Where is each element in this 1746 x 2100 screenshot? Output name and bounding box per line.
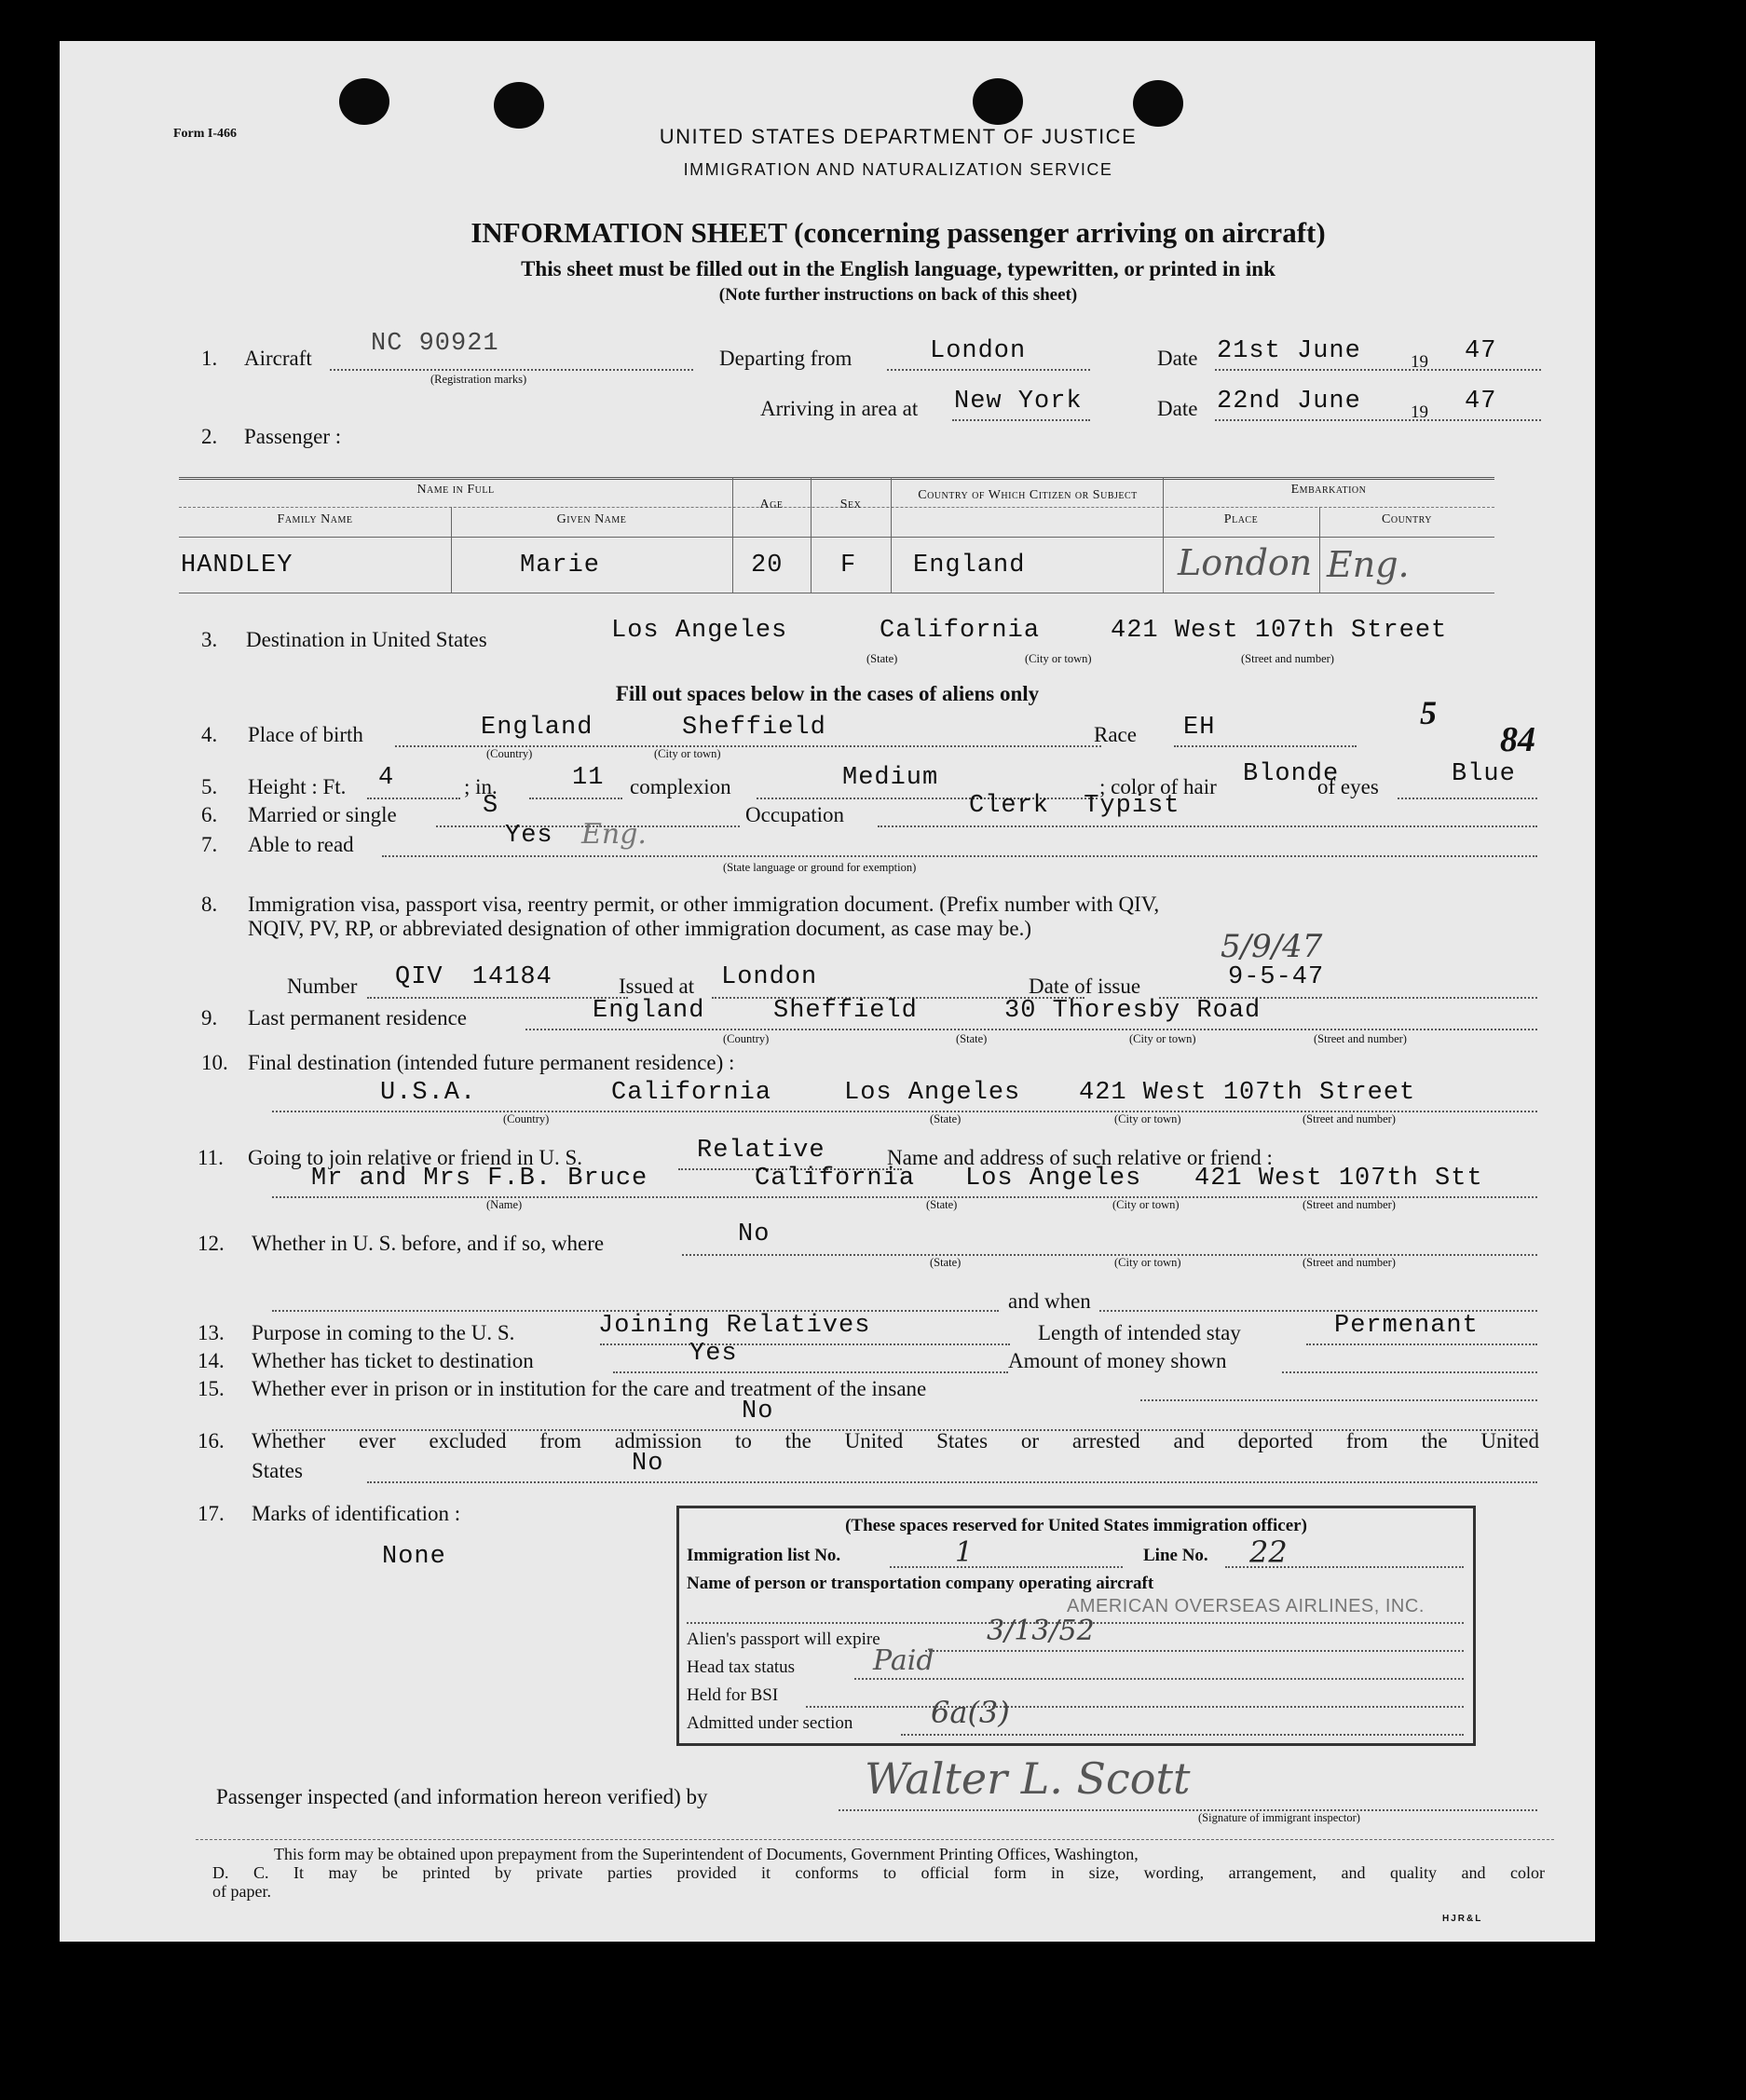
signature-caption: (Signature of immigrant inspector) [1198,1811,1360,1824]
given-name-cell[interactable]: Marie [520,552,601,580]
destination-label: Destination in United States [246,628,487,651]
item-number: 2. [201,425,218,448]
join-label: Going to join relative or friend in U. S. [248,1146,582,1169]
height-feet-field[interactable]: 4 [378,764,395,792]
final-state-field[interactable]: California [611,1079,772,1107]
departing-field[interactable]: London [930,337,1027,365]
street-caption: (Street and number) [1241,652,1334,665]
citizen-cell[interactable]: England [913,552,1026,580]
year-prefix: 19 [1411,352,1428,372]
residence-city-field[interactable]: 30 Thoresby Road [1004,997,1262,1025]
list-label: Immigration list No. [687,1546,841,1565]
aliens-heading: Fill out spaces below in the cases of aliens only [615,682,1040,705]
occupation-label: Occupation [745,803,845,826]
country-caption: (Country) [723,1032,770,1045]
prison-label: Whether ever in prison or in institution for the care and treatment of the insane [252,1377,927,1400]
name-caption: (Name) [486,1198,523,1211]
footer-line-2: D. C. It may be printed by private parties provided it conforms to official form in size, wording, arrangement, and quality and color [212,1863,1545,1882]
arrival-year-field[interactable]: 47 [1465,388,1497,416]
handwritten-code: 84 [1500,720,1535,759]
embarkation-country-cell[interactable]: Eng. [1327,544,1410,585]
given-name-header: Given Name [556,512,627,526]
aircraft-field[interactable]: NC 90921 [371,330,499,358]
punch-hole [494,82,544,129]
officer-box [676,1506,1476,1746]
passport-label: Alien's passport will expire [687,1630,880,1649]
company-label: Name of person or transportation company operating aircraft [687,1574,1154,1593]
inspector-signature[interactable]: Walter L. Scott [865,1753,1191,1804]
prison-field[interactable]: No [742,1398,774,1425]
page-title: INFORMATION SHEET (concerning passenger arriving on aircraft) [471,216,1326,249]
document-text-2: NQIV, PV, RP, or abbreviated designation of other immigration document, as case may be.) [248,917,1032,940]
punch-hole [973,78,1023,125]
city-caption: (City or town) [1114,1112,1181,1125]
date-label: Date [1157,347,1198,370]
destination-street-field[interactable]: 421 West 107th Street [1111,617,1448,645]
item-number: 17. [198,1502,225,1525]
item-number: 1. [201,347,218,370]
occupation-field[interactable]: Clerk Typist [969,792,1180,820]
city-caption: (City or town) [1129,1032,1196,1045]
passenger-label: Passenger : [244,425,342,448]
street-caption: (Street and number) [1314,1032,1407,1045]
stay-label: Length of intended stay [1038,1321,1241,1344]
item-number: 12. [198,1232,225,1255]
final-city-field[interactable]: Los Angeles [844,1079,1021,1107]
street-caption: (Street and number) [1303,1112,1396,1125]
handwritten-mark: 5 [1420,694,1437,731]
departure-year-field[interactable]: 47 [1465,337,1497,365]
city-caption: (City or town) [1112,1198,1180,1211]
page-subtitle: This sheet must be filled out in the English language, typewritten, or printed in ink [521,257,1275,280]
age-cell[interactable]: 20 [751,552,784,580]
department-title: UNITED STATES DEPARTMENT OF JUSTICE [659,125,1138,148]
relative-state-field[interactable]: California [755,1165,916,1193]
printer-code: HJR&L [1442,1914,1483,1924]
item-number: 10. [201,1051,228,1074]
identification-label: Marks of identification : [252,1502,461,1525]
birth-city-field[interactable]: Sheffield [682,714,826,742]
inches-label: ; in. [464,775,498,798]
officer-heading: (These spaces reserved for United States immigration officer) [845,1516,1307,1535]
city-caption: (City or town) [1025,652,1092,665]
form-number: Form I-466 [173,127,238,141]
issue-date-label: Date of issue [1029,975,1141,998]
city-caption: (City or town) [1114,1256,1181,1269]
state-caption: (State) [866,652,898,665]
before-label: Whether in U. S. before, and if so, where [252,1232,605,1255]
residence-country-field[interactable]: England [593,997,705,1025]
and-when-label: and when [1008,1289,1091,1313]
number-label: Number [287,975,358,998]
destination-city-field[interactable]: California [880,617,1041,645]
item-number: 5. [201,775,218,798]
state-caption: (State) [930,1112,962,1125]
final-country-field[interactable]: U.S.A. [380,1079,477,1107]
relative-label: Name and address of such relative or friend : [887,1146,1273,1169]
service-title: IMMIGRATION AND NATURALIZATION SERVICE [683,160,1113,179]
name-in-full-header: Name in Full [416,483,495,497]
read-caption: (State language or ground for exemption) [723,861,917,874]
final-street-field[interactable]: 421 West 107th Street [1079,1079,1416,1107]
complexion-label: complexion [630,775,731,798]
height-label: Height : Ft. [248,775,347,798]
ticket-field[interactable]: Yes [689,1340,738,1368]
sex-cell[interactable]: F [840,552,857,580]
street-caption: (Street and number) [1303,1198,1396,1211]
relative-city-field[interactable]: Los Angeles [965,1165,1142,1193]
race-field[interactable]: EH [1183,714,1216,742]
passport-field[interactable]: 3/13/52 [987,1615,1095,1647]
family-name-cell[interactable]: HANDLEY [181,552,293,580]
item-number: 13. [198,1321,225,1344]
item-number: 11. [198,1146,224,1169]
excluded-label: Whether ever excluded from admission to the United States or arrested and deported from the United [252,1429,1539,1452]
item-number: 6. [201,803,218,826]
bsi-label: Held for BSI [687,1685,779,1705]
issue-date-field[interactable]: 9-5-47 [1228,963,1325,991]
item-number: 9. [201,1006,218,1030]
country-header: Country [1382,512,1432,526]
age-header: Age [759,498,784,511]
punch-hole [339,78,389,125]
item-number: 15. [198,1377,225,1400]
item-number: 14. [198,1349,225,1372]
list-field[interactable]: 1 [955,1536,974,1569]
destination-state-field[interactable]: Los Angeles [611,617,788,645]
married-label: Married or single [248,803,397,826]
eyes-label: of eyes [1317,775,1379,798]
sex-header: Sex [839,498,862,511]
section-label: Admitted under section [687,1713,853,1733]
issued-label: Issued at [619,975,695,998]
section-field[interactable]: 6a(3) [931,1695,1010,1730]
place-header: Place [1223,512,1259,526]
hair-field[interactable]: Blonde [1243,760,1340,788]
embarkation-header: Embarkation [1290,483,1367,497]
citizenship-header: Country of Which Citizen or Subject [918,488,1138,502]
issued-field[interactable]: London [721,963,818,991]
line-label: Line No. [1143,1546,1208,1565]
embarkation-place-cell[interactable]: London [1178,542,1313,583]
item-number: 3. [201,628,218,651]
stay-field[interactable]: Permenant [1334,1312,1479,1340]
form-sheet [60,41,1595,1942]
birth-label: Place of birth [248,723,363,746]
tax-label: Head tax status [687,1657,796,1677]
complexion-field[interactable]: Medium [842,764,939,792]
residence-state-field[interactable]: Sheffield [773,997,918,1025]
city-caption: (City or town) [654,747,721,760]
inspected-label: Passenger inspected (and information hereon verified) by [216,1785,708,1808]
birth-country-field[interactable]: England [481,714,593,742]
relative-street-field[interactable]: 421 West 107th Stt [1194,1165,1483,1193]
departing-label: Departing from [719,347,853,370]
eyes-field[interactable]: Blue [1452,760,1516,788]
street-caption: (Street and number) [1303,1256,1396,1269]
arriving-field[interactable]: New York [954,388,1083,416]
before-field[interactable]: No [738,1220,771,1248]
final-destination-label: Final destination (intended future permanent residence) : [248,1051,735,1074]
join-field[interactable]: Relative [697,1137,825,1165]
height-inches-field[interactable]: 11 [572,764,605,792]
departure-date-field[interactable]: 21st June [1217,337,1361,365]
item-number: 16. [198,1429,225,1452]
issue-date-handwritten: 5/9/47 [1221,928,1323,965]
punch-hole [1133,80,1183,127]
state-caption: (State) [930,1256,962,1269]
item-number: 8. [201,893,218,916]
document-text-1: Immigration visa, passport visa, reentry permit, or other immigration document. (Prefix number with QIV, [248,893,1160,916]
read-handwritten: Eng. [581,818,647,851]
company-stamp[interactable]: AMERICAN OVERSEAS AIRLINES, INC. [1067,1596,1425,1616]
purpose-label: Purpose in coming to the U. S. [252,1321,515,1344]
arriving-label: Arriving in area at [760,397,919,420]
tax-field[interactable]: Paid [873,1644,934,1677]
hair-label: ; color of hair [1099,775,1217,798]
registration-caption: (Registration marks) [430,373,527,386]
state-caption: (State) [956,1032,988,1045]
country-caption: (Country) [503,1112,550,1125]
item-number: 4. [201,723,218,746]
residence-label: Last permanent residence [248,1006,467,1030]
read-field[interactable]: Yes [505,822,553,850]
arrival-date-field[interactable]: 22nd June [1217,388,1361,416]
read-label: Able to read [248,833,354,856]
line-field[interactable]: 22 [1249,1534,1288,1570]
money-label: Amount of money shown [1008,1349,1227,1372]
aircraft-label: Aircraft [244,347,312,370]
married-field[interactable]: S [483,792,499,820]
purpose-field[interactable]: Joining Relatives [598,1312,871,1340]
identification-field[interactable]: None [382,1543,446,1571]
state-caption: (State) [926,1198,958,1211]
item-number: 7. [201,833,218,856]
family-name-header: Family Name [277,512,353,526]
relative-name-field[interactable]: Mr and Mrs F.B. Bruce [311,1165,648,1193]
year-prefix-2: 19 [1411,402,1428,422]
race-label: Race [1094,723,1137,746]
document-number-field[interactable]: QIV 14184 [395,963,552,991]
ticket-label: Whether has ticket to destination [252,1349,534,1372]
footer-line-1: This form may be obtained upon prepayment from the Superintendent of Documents, Government Printing Offices, Washington, [274,1845,1139,1863]
page-note: (Note further instructions on back of this sheet) [718,285,1078,305]
excluded-field[interactable]: No [632,1450,664,1478]
date-label-2: Date [1157,397,1198,420]
country-caption: (Country) [486,747,533,760]
footer-line-3: of paper. [212,1882,271,1901]
excluded-label-2: States [252,1459,303,1482]
